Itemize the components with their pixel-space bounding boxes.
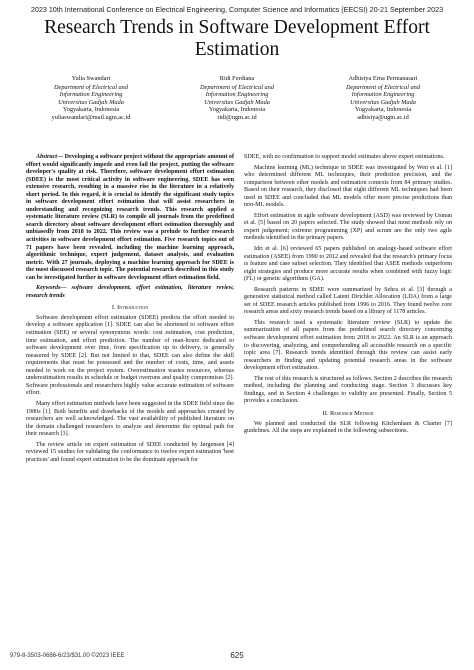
- author-email: ridi@ugm.ac.id: [217, 113, 257, 121]
- author-dept: Department of Electrical and: [200, 83, 274, 91]
- abstract-text: — Developing a software project without the appropriate amount of effort would significantly impede and even fail the project, putting the software developer's quality at risk. Therefore, software development effort estimation (SDEE) is the most critical activity in software engineering. SDEE has seen extensive research, resulting in a massive rise in the literature in a relatively short period. In this regard, it is crucial to identify the significant study topics in software development effort estimation that will assist researchers in understanding and recognizing research trends. This research applied a systematic literature review (SLR) to compile all journals from the predefined search directory about software development effort estimation thoroughly and unbiasedly from 2018 to 2022. This review was a prelude to further research activities in software development effort estimation. Five research topics out of 71 papers have been revealed, including the machine learning approach, algorithmic technique, expert judgement, dataset analysis, and evaluation metric. With 27 journals, deploying a machine learning approach for SDEE is the most discussed research topic. The potential research described in this study can be investigated further in software development effort estimation field.: [26, 154, 234, 281]
- method-paragraph: We planned and conducted the SLR following Kitchenham & Charter [7] guidelines. All the steps are explained in the following subsections.: [244, 420, 452, 435]
- intro-paragraph: The review article on expert estimation of SDEE conducted by Jørgensen [4] reviewed 15 studies for validating the conformance to twelve expert estimation 'best practices' and found expert estimation to be the dominant approach for: [26, 441, 234, 463]
- author-univ: Universitas Gadjah Mada: [58, 98, 124, 106]
- author-email: adhistya@ugm.ac.id: [357, 113, 409, 121]
- keywords-label: Keywords: [36, 285, 61, 292]
- body-paragraph: Effort estimation in agile software development (ASD) was reviewed by Usman et al. [5] based on 20 papers selected. The study showed that most methods rely on expert judgement; extreme programming (XP) and scrum are the only two agile methods identified in the primary papers.: [244, 212, 452, 242]
- body-paragraph: The rest of this research is structured as follows. Section 2 describes the research method, including the planning and conducting stage. Section 3 discusses key findings, and in Section 4 challenges to validity are presented. Finally, Section 5 provides a conclusion.: [244, 375, 452, 405]
- keywords-text: — software development, effort estimation, literature review, research trends: [26, 285, 234, 299]
- author-1: [26, 75, 156, 121]
- author-name: Adhistya Erna Permanasari: [348, 75, 418, 82]
- author-dept: Department of Electrical and: [346, 83, 420, 91]
- page-number: 625: [230, 651, 244, 660]
- body-paragraph: Machine learning (ML) technique in SDEE was investigated by Wen et al. [1] who determined different ML techniques, their prediction precision, and the comparison between other models and estimation contexts from 84 primary studies. Based on their research, they disclosed that eight different ML techniques had been used in SDEE and concluded that ML models offer more precise predictions than non-ML models.: [244, 164, 452, 209]
- section-heading-research-method: II. Research Method: [322, 409, 374, 417]
- intro-paragraph: Software development effort estimation (SDEE) predicts the effort needed to develop a software application [1]. SDEE can also be shortened to software effort estimation (SEE) or several synonymous words: cost estimation, cost prediction, time estimation, and effort prediction. The number of man-hours dedicated to software development over time, from specification up to delivery, is generally measured by SDEE [2]. But not limited to that, SDEE can also define the skill requirements that must be possessed and the number of costs, time, and assets needed to work on the project system. Overestimation wastes resources, whereas underestimation results in schedule or budget overruns and quality compromises [2]. Software professionals and researchers highly value accurate estimation of software effort.: [26, 314, 234, 397]
- author-dept: Department of Electrical and: [54, 83, 128, 91]
- author-dept2: Information Engineering: [205, 91, 269, 98]
- body-paragraph: Research patterns in SDEE were summarized by Sehra et al. [3] through a generative statistical method called Latent Dirichlet Allocation (LDA) from a large set of SDEE research articles published from 1996 to 2016. They found twelve core research areas and sixty research trends based on a library of 1178 articles.: [244, 286, 452, 316]
- abstract: [26, 154, 234, 282]
- conference-header: 2023 10th International Conference on Electrical Engineering, Computer Science and Informatics (EECSI) 20-21 September 2023: [30, 5, 444, 14]
- author-3: [318, 75, 448, 121]
- author-2: [172, 75, 302, 121]
- author-city: Yogyakarta, Indonesia: [208, 106, 266, 113]
- body-paragraph: This research used a systematic literature review (SLR) to update the summarization of all papers from the predefined search directory concerning software development effort estimation from 2018 to 2022. An SLR is an approach to discovering, analyzing, and comprehending all accessible research on a specific topic area [7]. Research trends identified through this review can assist early researchers in finding and updating potential research areas in the software development effort estimation.: [244, 319, 452, 372]
- copyright-footer: 979-8-3503-0686-6/23/$31.00 ©2023 IEEE: [10, 653, 125, 659]
- author-dept2: Information Engineering: [351, 91, 415, 98]
- author-univ: Universitas Gadjah Mada: [350, 98, 416, 106]
- section-heading-introduction: I. Introduction: [111, 304, 149, 312]
- author-block: [26, 75, 448, 121]
- author-city: Yogyakarta, Indonesia: [62, 106, 120, 113]
- left-column: [26, 154, 234, 467]
- author-name: Ridi Ferdiana: [219, 75, 255, 82]
- keywords: [26, 285, 234, 300]
- author-email: yuliaswandari@mail.ugm.ac.id: [51, 113, 131, 121]
- abstract-label: Abstract: [36, 154, 57, 160]
- body-paragraph: Idri et al. [6] reviewed 65 papers published on analogy-based software effort estimation (ASEE) from 1990 to 2012 and revealed that the research's primary focus is feature and case subset selection. They identified that ASEE methods outperform eight strategies and produce more accurate results when combined with fuzzy logic (FL) or genetic algorithms (GA).: [244, 246, 452, 283]
- author-city: Yogyakarta, Indonesia: [354, 106, 412, 113]
- author-dept2: Information Engineering: [59, 91, 123, 98]
- author-name: Yulia Swandari: [71, 75, 111, 82]
- paper-title: Research Trends in Software Development Effort Estimation: [44, 17, 430, 60]
- body-paragraph: SDEE, with no confirmation to support model estimates above expert estimations.: [244, 154, 445, 160]
- author-univ: Universitas Gadjah Mada: [204, 98, 270, 106]
- right-column: [244, 154, 452, 439]
- intro-paragraph: Many effort estimation methods have been suggested in the SDEE field since the 1980s [1]. Both benefits and drawbacks of the models and approaches created by researchers are well acknowledged. The vast availability of published literature on the domain challenged researchers to analyze and determine the optimal path for their research [3].: [26, 400, 234, 438]
